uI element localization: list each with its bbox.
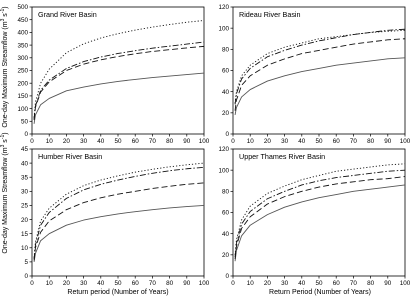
x-tick-label: 100 <box>198 280 210 287</box>
y-tick-label: 35 <box>20 174 28 182</box>
x-tick-label: 50 <box>315 138 323 145</box>
x-tick-label: 70 <box>349 280 357 287</box>
x-tick-label: 100 <box>198 138 210 145</box>
y-tick-label: 100 <box>218 167 229 175</box>
x-tick-label: 10 <box>246 138 254 145</box>
series-line-dashdot <box>34 167 204 259</box>
x-tick-label: 90 <box>384 280 392 287</box>
svg-text:One-day Maximum Streamflow (m3: One-day Maximum Streamflow ($m^3$ $s^{-1}$) <box>0 6 9 128</box>
x-tick-label: 20 <box>62 280 70 287</box>
y-tick-label: 45 <box>20 146 28 154</box>
series-line-dashed <box>235 177 405 260</box>
x-axis-label-right: Return Period (Number of Years) <box>269 289 371 296</box>
y-tick-label: 120 <box>218 146 229 154</box>
y-tick-label: 40 <box>221 230 229 238</box>
y-tick-label: 5 <box>24 259 28 267</box>
x-tick-label: 80 <box>166 280 174 287</box>
svg-text:One-day Maximum Streamflow (m3: One-day Maximum Streamflow ($m^3$ $s^{-1}$) <box>0 132 9 254</box>
x-tick-label: 40 <box>97 280 105 287</box>
x-tick-label: 100 <box>399 280 411 287</box>
y-tick-label: 0 <box>24 273 28 281</box>
y-tick-label: 350 <box>17 42 28 50</box>
series-line-dashed <box>34 46 204 120</box>
chart-panel-2 <box>218 4 410 145</box>
y-tick-label: 20 <box>221 110 229 118</box>
y-tick-label: 0 <box>24 131 28 139</box>
x-tick-label: 90 <box>183 280 191 287</box>
y-tick-label: 10 <box>20 244 28 252</box>
x-tick-label: 0 <box>30 138 34 145</box>
x-tick-label: 60 <box>131 138 139 145</box>
y-tick-label: 15 <box>20 230 28 238</box>
series-line-dashdot <box>34 42 204 119</box>
y-tick-label: 50 <box>20 118 28 126</box>
x-tick-label: 40 <box>298 280 306 287</box>
y-tick-label: 100 <box>17 105 28 113</box>
x-tick-label: 30 <box>80 280 88 287</box>
x-tick-label: 10 <box>45 280 53 287</box>
panel-title: Upper Thames River Basin <box>239 152 326 161</box>
plot-frame <box>32 149 204 276</box>
x-tick-label: 80 <box>166 138 174 145</box>
y-tick-label: 250 <box>17 67 28 75</box>
x-tick-label: 60 <box>332 138 340 145</box>
series-line-dashed <box>235 39 405 111</box>
x-tick-label: 20 <box>263 280 271 287</box>
x-tick-label: 20 <box>263 138 271 145</box>
y-tick-label: 200 <box>17 80 28 88</box>
panel-title: Rideau River Basin <box>239 10 301 19</box>
series-line-dashdot <box>235 170 405 257</box>
x-tick-label: 50 <box>114 138 122 145</box>
x-tick-label: 0 <box>231 138 235 145</box>
y-tick-label: 80 <box>221 188 229 196</box>
x-tick-label: 10 <box>45 138 53 145</box>
y-tick-label: 0 <box>225 273 229 281</box>
x-tick-label: 30 <box>80 138 88 145</box>
series-line-solid <box>235 58 405 115</box>
series-line-dotted <box>34 163 204 258</box>
x-tick-label: 10 <box>246 280 254 287</box>
y-tick-label: 0 <box>225 131 229 139</box>
x-tick-label: 30 <box>281 138 289 145</box>
x-tick-label: 90 <box>183 138 191 145</box>
y-tick-label: 40 <box>221 88 229 96</box>
y-tick-label: 25 <box>20 202 28 210</box>
series-line-dashed <box>34 183 204 261</box>
x-axis-label-left: Return period (Number of Years) <box>67 289 169 296</box>
x-tick-label: 70 <box>148 280 156 287</box>
chart-panel-1 <box>17 4 209 145</box>
x-tick-label: 70 <box>349 138 357 145</box>
y-tick-label: 400 <box>17 29 28 37</box>
series-line-solid <box>235 185 405 261</box>
y-tick-label: 100 <box>218 25 229 33</box>
y-tick-label: 60 <box>221 67 229 75</box>
x-tick-label: 20 <box>62 138 70 145</box>
y-tick-label: 500 <box>17 4 28 12</box>
x-tick-label: 30 <box>281 280 289 287</box>
y-tick-label: 450 <box>17 16 28 24</box>
y-tick-label: 60 <box>221 209 229 217</box>
plot-frame <box>32 7 204 134</box>
x-tick-label: 60 <box>332 280 340 287</box>
x-tick-label: 80 <box>367 138 375 145</box>
y-tick-label: 150 <box>17 93 28 101</box>
y-tick-label: 300 <box>17 55 28 62</box>
y-axis-label-top <box>0 6 9 127</box>
y-axis-label-bottom <box>0 132 9 253</box>
x-tick-label: 40 <box>97 138 105 145</box>
series-line-solid <box>34 73 204 124</box>
chart-panel-3 <box>21 146 210 287</box>
x-tick-label: 100 <box>399 138 411 145</box>
y-tick-label: 20 <box>20 216 28 224</box>
y-tick-label: 20 <box>221 252 229 260</box>
y-tick-label: 80 <box>221 46 229 54</box>
x-tick-label: 80 <box>367 280 375 287</box>
chart-panel-4 <box>218 146 410 287</box>
x-tick-label: 40 <box>298 138 306 145</box>
plot-frame <box>233 149 405 276</box>
x-tick-label: 0 <box>231 280 235 287</box>
x-tick-label: 50 <box>114 280 122 287</box>
x-tick-label: 70 <box>148 138 156 145</box>
x-tick-label: 0 <box>30 280 34 287</box>
panel-title: Grand River Basin <box>38 10 97 19</box>
y-tick-label: 120 <box>218 4 229 12</box>
x-tick-label: 50 <box>315 280 323 287</box>
y-tick-label: 40 <box>20 160 28 168</box>
panel-title: Humber River Basin <box>38 152 103 161</box>
x-tick-label: 90 <box>384 138 392 145</box>
series-line-dotted <box>34 20 204 117</box>
x-tick-label: 60 <box>131 280 139 287</box>
y-tick-label: 30 <box>20 188 28 196</box>
